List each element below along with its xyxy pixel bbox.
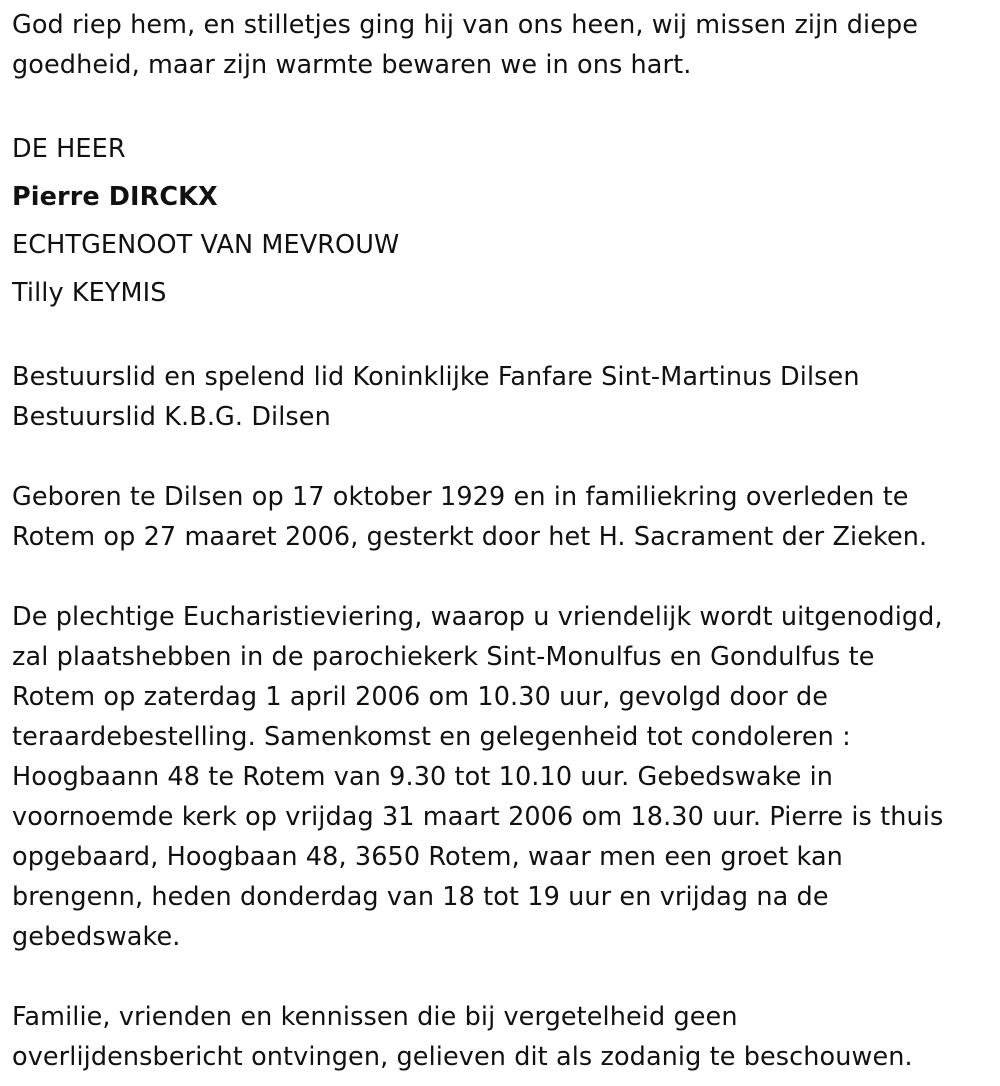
ceremony-line: Rotem op zaterdag 1 april 2006 om 10.30 uur, gevolgd door de — [12, 682, 829, 712]
paragraph-spacer — [12, 317, 992, 357]
death-notice — [12, 5, 992, 1077]
closing-line: overlijdensbericht ontvingen, gelieven dit als zodanig te beschouwen. — [12, 1042, 913, 1072]
membership-line: Bestuurslid K.B.G. Dilsen — [12, 402, 331, 432]
closing-paragraph — [12, 997, 992, 1077]
spouse-name: Tilly KEYMIS — [12, 278, 167, 308]
intro-line: goedheid, maar zijn warmte bewaren we in ons hart. — [12, 50, 692, 80]
paragraph-spacer — [12, 437, 992, 477]
paragraph-spacer — [12, 85, 992, 125]
intro-paragraph — [12, 5, 992, 85]
paragraph-spacer — [12, 957, 992, 997]
salutation: DE HEER — [12, 134, 126, 164]
ceremony-line: Hoogbaann 48 te Rotem van 9.30 tot 10.10 uur. Gebedswake in — [12, 762, 834, 792]
ceremony-line: gebedswake. — [12, 922, 181, 952]
ceremony-line: voornoemde kerk op vrijdag 31 maart 2006 om 18.30 uur. Pierre is thuis — [12, 802, 944, 832]
person-block — [12, 125, 992, 317]
spouse-label: ECHTGENOOT VAN MEVROUW — [12, 230, 400, 260]
ceremony-line: zal plaatshebben in de parochiekerk Sint-Monulfus en Gondulfus te — [12, 642, 875, 672]
ceremony-line: teraardebestelling. Samenkomst en gelegenheid tot condoleren : — [12, 722, 851, 752]
deceased-name: Pierre DIRCKX — [12, 182, 218, 212]
intro-line: God riep hem, en stilletjes ging hij van ons heen, wij missen zijn diepe — [12, 10, 919, 40]
ceremony-line: De plechtige Eucharistieviering, waarop u vriendelijk wordt uitgenodigd, — [12, 602, 943, 632]
ceremony-paragraph — [12, 597, 992, 957]
birth-death-line: Rotem op 27 maaret 2006, gesterkt door het H. Sacrament der Zieken. — [12, 522, 928, 552]
closing-line: Familie, vrienden en kennissen die bij vergetelheid geen — [12, 1002, 738, 1032]
birth-death-paragraph — [12, 477, 992, 557]
memberships-paragraph — [12, 357, 992, 437]
birth-death-line: Geboren te Dilsen op 17 oktober 1929 en in familiekring overleden te — [12, 482, 909, 512]
ceremony-line: opgebaard, Hoogbaan 48, 3650 Rotem, waar men een groet kan — [12, 842, 843, 872]
ceremony-line: brengenn, heden donderdag van 18 tot 19 uur en vrijdag na de — [12, 882, 829, 912]
paragraph-spacer — [12, 557, 992, 597]
membership-line: Bestuurslid en spelend lid Koninklijke Fanfare Sint-Martinus Dilsen — [12, 362, 860, 392]
